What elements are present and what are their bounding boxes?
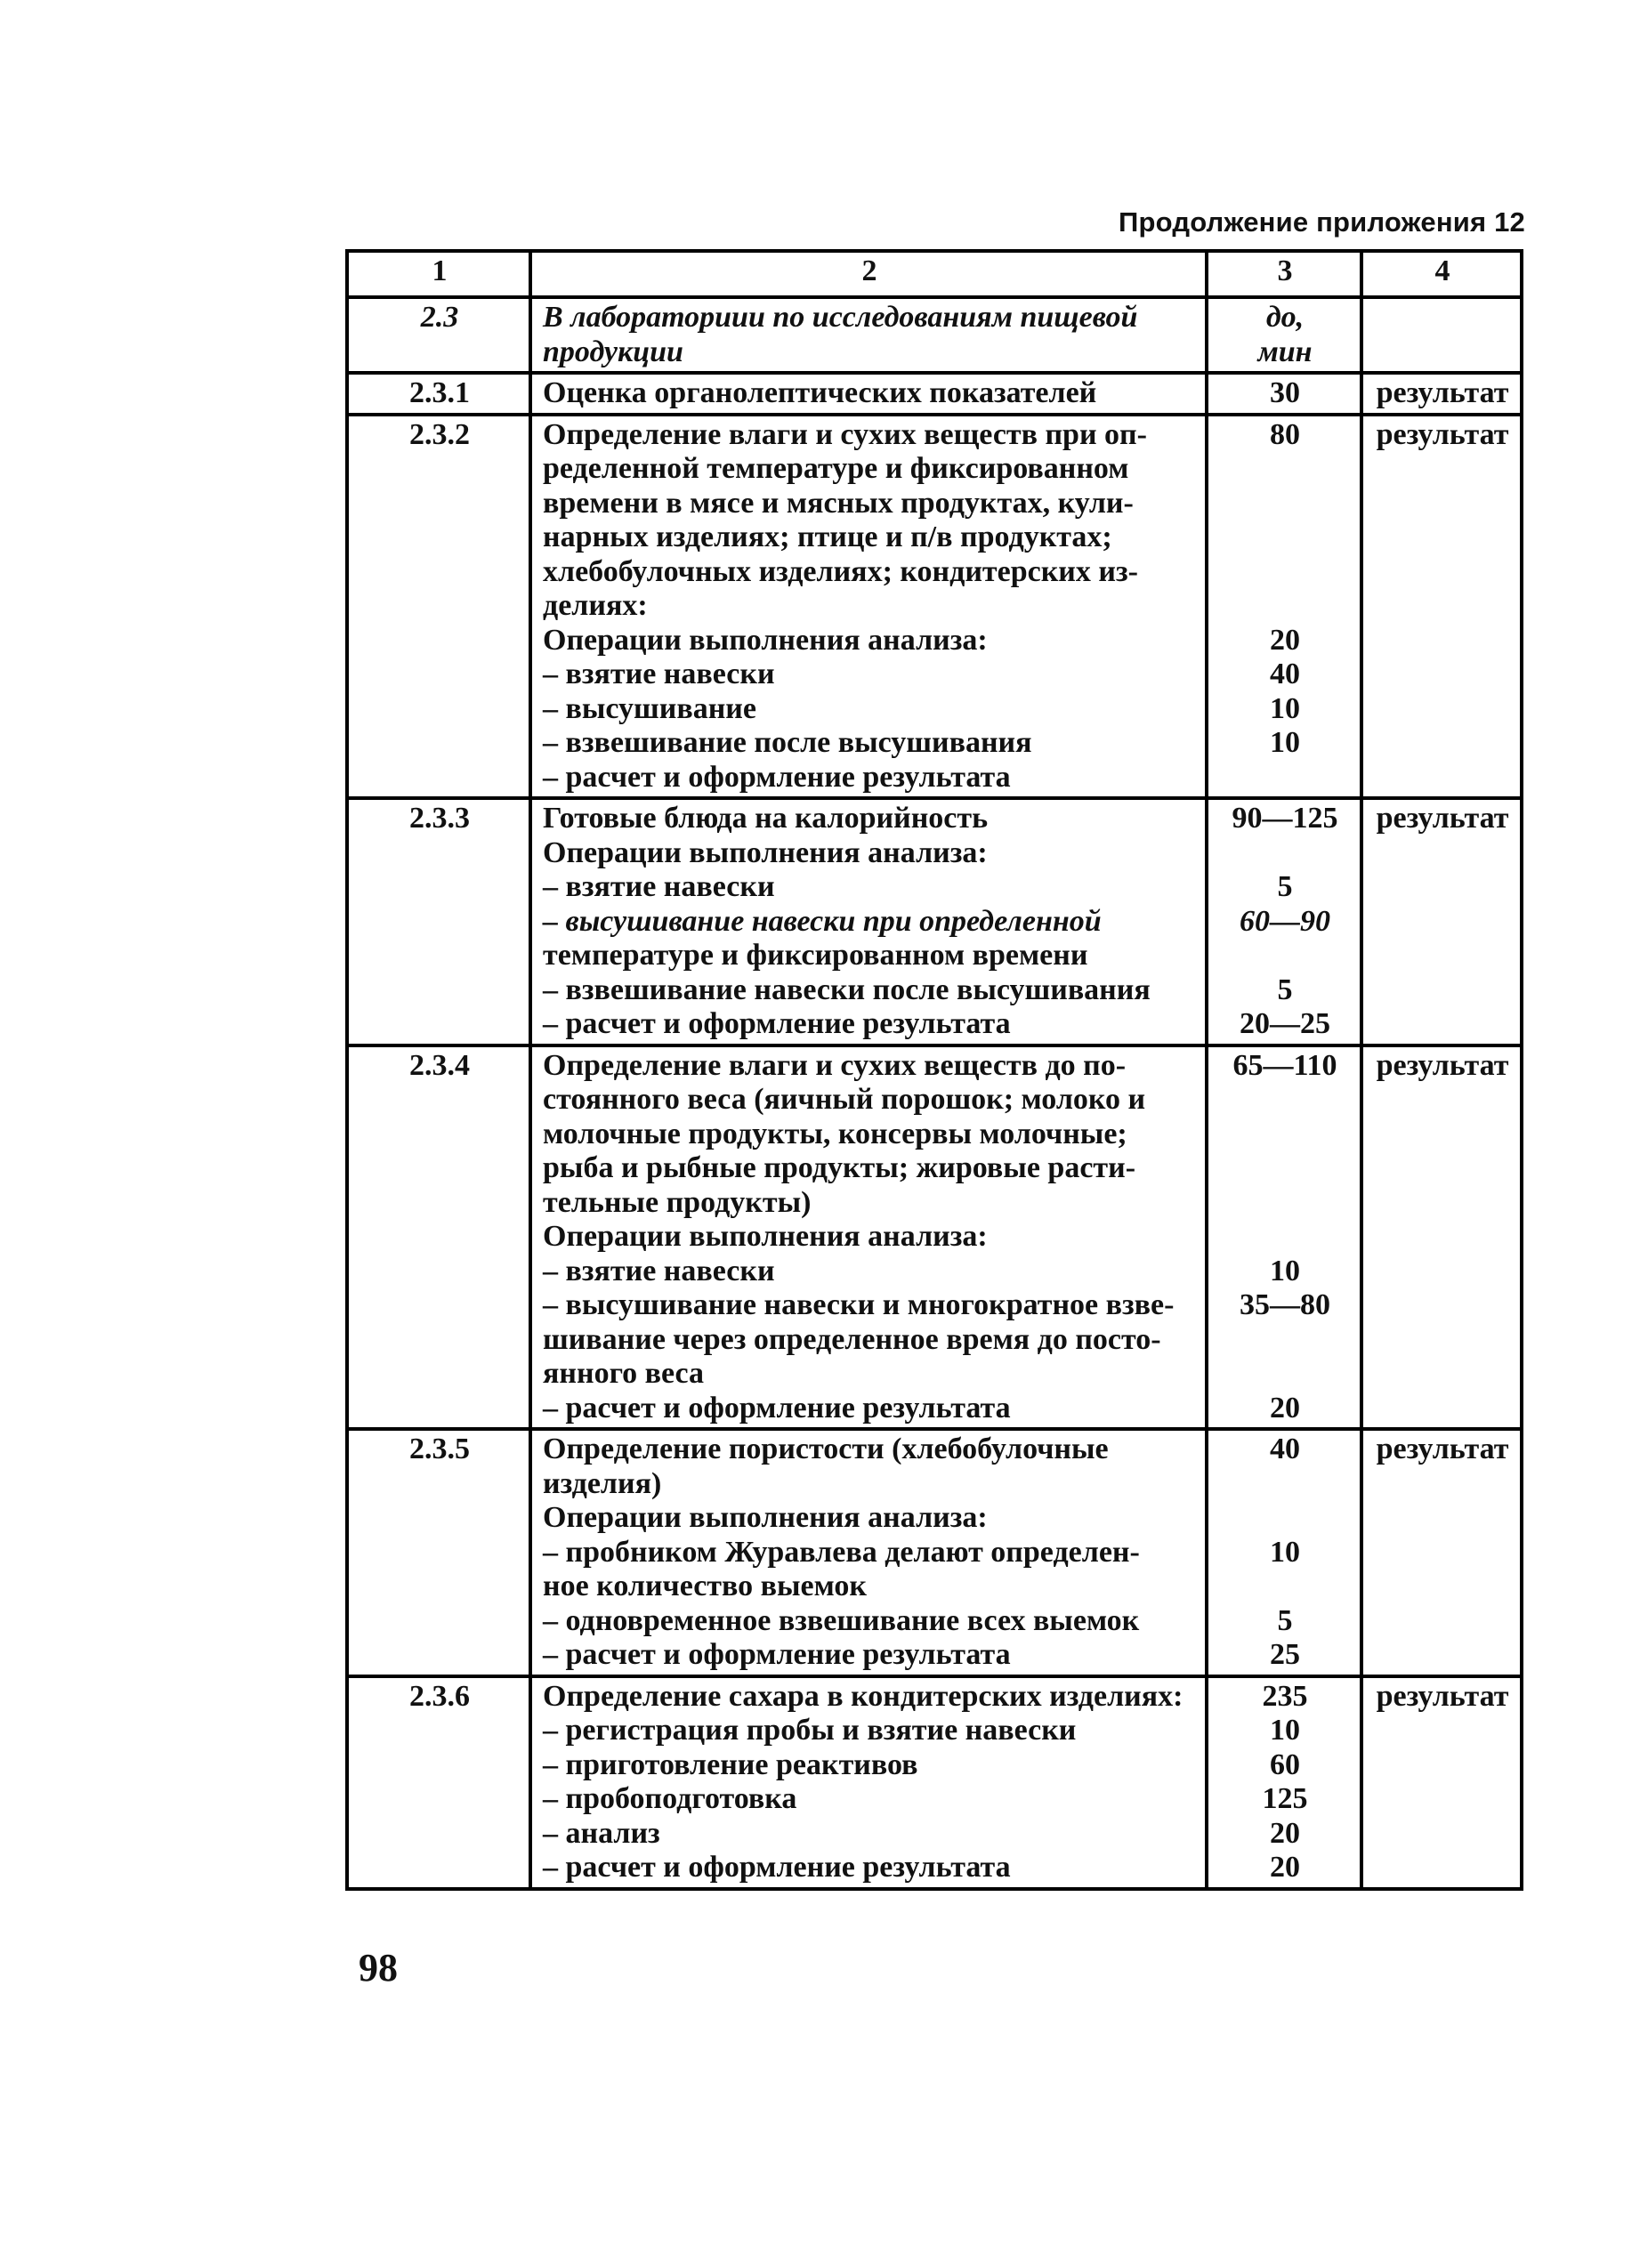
description-line: – регистрация пробы и взятие навески <box>543 1714 1077 1747</box>
row-number: 2.3.4 <box>347 1045 530 1430</box>
column-number-row <box>347 251 1522 297</box>
duration-value: 60—90 <box>1240 904 1330 938</box>
description-line: – приготовление реактивов <box>543 1747 918 1781</box>
description-line: Операции выполнения анализа: <box>543 623 988 657</box>
duration-value: 20—25 <box>1240 1007 1330 1040</box>
description-line: – взятие навески <box>543 1254 775 1287</box>
row-description <box>530 1429 1207 1676</box>
continuation-header: Продолжение приложения 12 <box>1118 206 1525 238</box>
row-result: результат <box>1361 373 1522 415</box>
duration-value <box>1219 1186 1351 1221</box>
duration-value: 20 <box>1270 623 1300 657</box>
description-line: ределенной температуре и фиксированном <box>543 452 1129 485</box>
duration-value: 20 <box>1270 1391 1300 1425</box>
duration-value: 10 <box>1270 1254 1300 1287</box>
description-line: – расчет и оформление результата <box>543 1638 1011 1671</box>
page-number: 98 <box>359 1946 398 1990</box>
appendix-table <box>345 249 1523 1891</box>
row-duration <box>1207 1045 1361 1430</box>
duration-value <box>1219 1083 1351 1118</box>
row-description <box>530 1045 1207 1430</box>
description-line: шивание через определенное время до посто- <box>543 1322 1161 1356</box>
description-line: температуре и фиксированном времени <box>543 939 1088 972</box>
description-line: Определение влаги и сухих веществ до по- <box>543 1048 1127 1082</box>
description-line: – взятие навески <box>543 870 775 903</box>
row-result: результат <box>1361 1429 1522 1676</box>
row-result: результат <box>1361 1676 1522 1889</box>
duration-value <box>1219 1501 1351 1536</box>
description-line: нарных изделиях; птице и п/в продуктах; <box>543 521 1112 553</box>
description-line: делиях: <box>543 589 648 622</box>
description-line: – взвешивание после высушивания <box>543 726 1032 759</box>
description-line: стоянного веса (яичный порошок; молоко и <box>543 1083 1146 1116</box>
duration-value: 10 <box>1270 691 1300 725</box>
row-duration <box>1207 373 1361 415</box>
description-line: ное количество выемок <box>543 1570 867 1602</box>
description-line: – высушивание навески и многократное взве- <box>543 1288 1175 1321</box>
table-row <box>347 415 1522 799</box>
duration-value <box>1219 1570 1351 1604</box>
duration-value <box>1219 521 1351 555</box>
description-line: – пробником Журавлева делают определен- <box>543 1535 1140 1569</box>
row-description <box>530 415 1207 799</box>
description-line: – пробоподготовка <box>543 1782 797 1815</box>
row-description <box>530 1676 1207 1889</box>
duration-value <box>1219 939 1351 973</box>
duration-value: 65—110 <box>1232 1048 1337 1082</box>
description-line: – анализ <box>543 1816 660 1850</box>
section-row <box>347 297 1522 373</box>
description-line: – взвешивание навески после высушивания <box>543 973 1151 1006</box>
duration-value <box>1219 1118 1351 1152</box>
description-line: Определение пористости (хлебобулочные <box>543 1433 1109 1465</box>
empty-cell <box>1361 297 1522 373</box>
description-line: Операции выполнения анализа: <box>543 835 988 869</box>
table-row <box>347 1429 1522 1676</box>
row-duration <box>1207 1429 1361 1676</box>
table-row <box>347 373 1522 415</box>
description-line: рыба и рыбные продукты; жировые расти- <box>543 1151 1136 1184</box>
row-result: результат <box>1361 798 1522 1045</box>
column-number: 1 <box>347 251 530 297</box>
duration-value: 5 <box>1277 1603 1293 1637</box>
description-line: – расчет и оформление результата <box>543 1851 1011 1884</box>
column-number: 4 <box>1361 251 1522 297</box>
table-row <box>347 1045 1522 1430</box>
description-line: – одновременное взвешивание всех выемок <box>543 1603 1140 1637</box>
duration-value <box>1219 1151 1351 1186</box>
description-line: – высушивание <box>543 691 756 725</box>
duration-value: 5 <box>1277 973 1293 1006</box>
duration-value: 10 <box>1270 1535 1300 1569</box>
duration-value <box>1219 487 1351 521</box>
table-row <box>347 798 1522 1045</box>
section-unit-line: до, <box>1265 301 1305 334</box>
description-line: – расчет и оформление результата <box>543 1007 1011 1040</box>
duration-value: 20 <box>1270 1816 1300 1850</box>
table-row <box>347 1676 1522 1889</box>
description-line: Определение сахара в кондитерских изделиях: <box>543 1679 1183 1713</box>
duration-value <box>1219 555 1351 590</box>
row-description <box>530 373 1207 415</box>
description-line: Определение влаги и сухих веществ при оп- <box>543 417 1147 451</box>
duration-value <box>1219 1467 1351 1502</box>
description-line: времени в мясе и мясных продуктах, кули- <box>543 486 1134 520</box>
duration-value <box>1219 836 1351 871</box>
section-title <box>530 297 1207 373</box>
description-line: янного веса <box>543 1357 705 1390</box>
description-line: тельные продукты) <box>543 1185 812 1219</box>
duration-value: 20 <box>1270 1851 1300 1884</box>
duration-value: 90—125 <box>1232 802 1338 835</box>
duration-value: 40 <box>1270 1433 1300 1465</box>
duration-value <box>1219 761 1351 795</box>
duration-value <box>1219 452 1351 487</box>
description-line: – расчет и оформление результата <box>543 760 1011 794</box>
column-number: 3 <box>1207 251 1361 297</box>
row-duration <box>1207 415 1361 799</box>
duration-value: 125 <box>1262 1782 1308 1815</box>
column-number: 2 <box>530 251 1207 297</box>
row-duration <box>1207 1676 1361 1889</box>
duration-value: 30 <box>1270 376 1300 409</box>
description-line: – взятие навески <box>543 658 775 690</box>
duration-value <box>1219 589 1351 624</box>
duration-value: 35—80 <box>1240 1288 1330 1321</box>
description-line: – высушивание навески при определенной <box>543 904 1102 938</box>
duration-value: 40 <box>1270 658 1300 690</box>
row-number: 2.3.6 <box>347 1676 530 1889</box>
section-title-line: В лабораториии по исследованиям пищевой <box>543 301 1138 334</box>
description-line: изделия) <box>543 1466 662 1500</box>
row-number: 2.3.3 <box>347 798 530 1045</box>
duration-value <box>1219 1323 1351 1358</box>
description-line: Оценка органолептических показателей <box>543 376 1097 409</box>
description-line: Операции выполнения анализа: <box>543 1501 988 1534</box>
row-result: результат <box>1361 415 1522 799</box>
row-duration <box>1207 798 1361 1045</box>
duration-value: 5 <box>1277 870 1293 903</box>
description-line: Готовые блюда на калорийность <box>543 802 989 835</box>
row-number: 2.3.1 <box>347 373 530 415</box>
duration-value: 25 <box>1270 1638 1300 1671</box>
duration-value: 10 <box>1270 726 1300 759</box>
description-line: – расчет и оформление результата <box>543 1391 1011 1425</box>
duration-value: 235 <box>1262 1679 1308 1713</box>
description-line: молочные продукты, консервы молочные; <box>543 1117 1127 1150</box>
row-number: 2.3.2 <box>347 415 530 799</box>
description-line: хлебобулочных изделиях; кондитерских из- <box>543 554 1138 588</box>
section-number: 2.3 <box>347 297 530 373</box>
duration-value: 80 <box>1270 417 1300 451</box>
duration-value <box>1219 1357 1351 1392</box>
section-unit-line: мин <box>1257 335 1313 368</box>
row-result: результат <box>1361 1045 1522 1430</box>
row-description <box>530 798 1207 1045</box>
duration-value: 60 <box>1270 1747 1300 1781</box>
row-number: 2.3.5 <box>347 1429 530 1676</box>
section-unit <box>1207 297 1361 373</box>
description-line: Операции выполнения анализа: <box>543 1220 988 1253</box>
section-title-line: продукции <box>543 335 683 368</box>
duration-value <box>1219 1220 1351 1255</box>
duration-value: 10 <box>1270 1714 1300 1747</box>
